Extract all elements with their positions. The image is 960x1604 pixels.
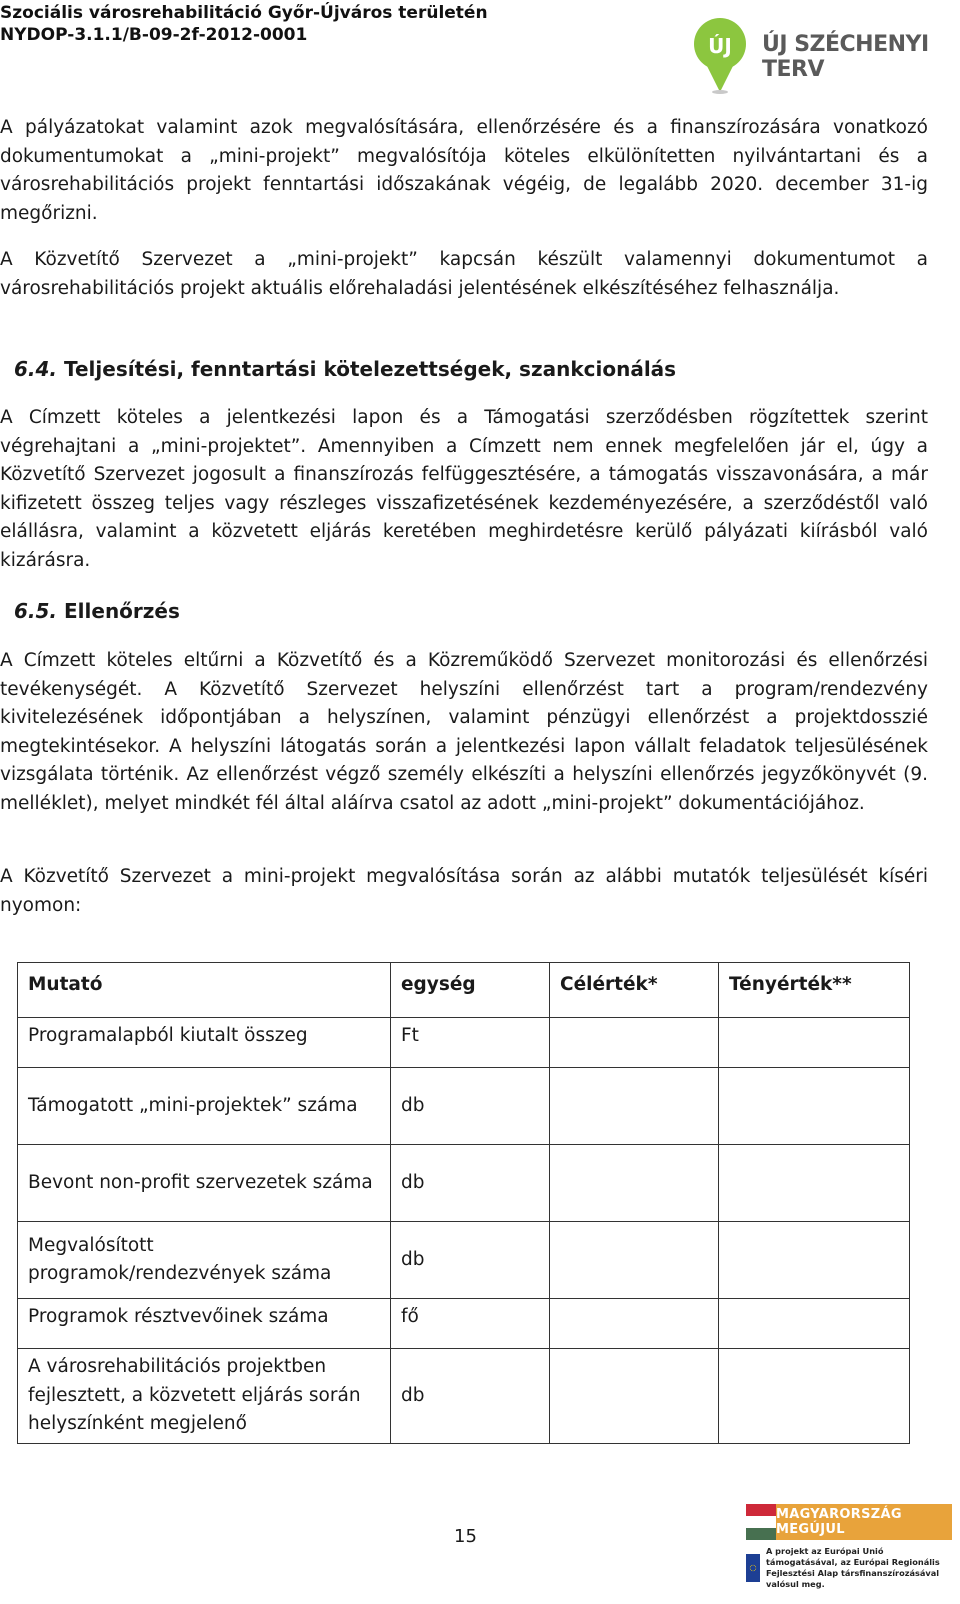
indicator-target — [550, 1145, 719, 1222]
indicator-target — [550, 1299, 719, 1349]
indicator-unit: db — [391, 1222, 550, 1299]
uj-szechenyi-terv-logo — [706, 16, 956, 96]
header-title-line1: Szociális városrehabilitáció Győr-Újváros területén — [0, 3, 488, 23]
column-header-target: Célérték* — [550, 963, 719, 1018]
column-header-unit: egység — [391, 963, 550, 1018]
indicator-actual — [719, 1299, 910, 1349]
paragraph-control: A Címzett köteles eltűrni a Közvetítő és a Közreműködő Szervezet monitorozási és ellenőrzési tevékenységét. A Közvetítő Szervezet helyszíni ellenőrzést tart a program/rendezvény kivitelezésének időpontjában a helyszínen, valamint pénzügyi ellenőrzést a projektdosszié megtekintésekor. A helyszíni látogatás során a jelentkezési lapon vállalt feladatok teljesülésének vizsgálata történik. Az ellenőrzést végző személy elkészíti a helyszíni ellenőrzés jegyzőkönyvét (9. melléklet), melyet mindkét fél által aláírva csatol az adott „mini-projekt” dokumentációjához. — [0, 650, 928, 814]
paragraph-documents-usage: A Közvetítő Szervezet a „mini-projekt” kapcsán készült valamennyi dokumentumot a városrehabilitációs projekt aktuális előrehaladási jelentésének elkészítéséhez felhasználja. — [0, 249, 928, 299]
logo-text: ÚJ SZÉCHENYI TERV — [762, 32, 929, 82]
hungarian-flag-icon — [746, 1504, 776, 1540]
uj-pin-icon — [692, 16, 748, 96]
indicator-actual — [719, 1018, 910, 1068]
indicator-actual — [719, 1349, 910, 1444]
indicator-unit: fő — [391, 1299, 550, 1349]
paragraph-documents-retention: A pályázatokat valamint azok megvalósítására, ellenőrzésére és a finanszírozására vonatkozó dokumentumokat a „mini-projekt” megvalósítója köteles elkülönítetten nyilvántartani és a városrehabilitációs projekt fenntartási időszakának végéig, de legalább 2020. december 31-ig megőrizni. — [0, 117, 928, 224]
column-header-indicator: Mutató — [18, 963, 391, 1018]
indicator-target — [550, 1068, 719, 1145]
svg-text:ÚJ: ÚJ — [708, 34, 732, 58]
indicator-target — [550, 1349, 719, 1444]
indicator-name: Támogatott „mini-projektek” száma — [18, 1068, 391, 1145]
indicator-unit: db — [391, 1145, 550, 1222]
column-header-actual: Tényérték** — [719, 963, 910, 1018]
indicator-actual — [719, 1068, 910, 1145]
section-number: 6.5. — [14, 599, 58, 623]
indicator-name: Bevont non-profit szervezetek száma — [18, 1145, 391, 1222]
eu-flag-icon — [746, 1554, 760, 1582]
section-heading-6-4 — [14, 355, 676, 383]
header-title-line2: NYDOP-3.1.1/B-09-2f-2012-0001 — [0, 25, 308, 45]
table-row — [18, 1145, 910, 1222]
indicator-name: Megvalósított programok/rendezvények száma — [18, 1222, 391, 1299]
indicators-table — [17, 962, 910, 1444]
indicator-name: Programalapból kiutalt összeg — [18, 1018, 391, 1068]
section-title: Ellenőrzés — [64, 599, 180, 623]
indicator-actual — [719, 1145, 910, 1222]
paragraph-indicators-intro: A Közvetítő Szervezet a mini-projekt megvalósítása során az alábbi mutatók teljesülését kíséri nyomon: — [0, 866, 928, 916]
indicator-target — [550, 1222, 719, 1299]
magyarorszag-megujul-logo — [746, 1504, 952, 1590]
indicator-actual — [719, 1222, 910, 1299]
page-number: 15 — [454, 1526, 477, 1547]
indicator-name: Programok résztvevőinek száma — [18, 1299, 391, 1349]
indicator-unit: db — [391, 1068, 550, 1145]
section-title: Teljesítési, fenntartási kötelezettségek, szankcionálás — [64, 357, 677, 381]
table-row — [18, 1299, 910, 1349]
indicator-name: A városrehabilitációs projektben fejlesztett, a közvetett eljárás során helyszínként megjelenő — [18, 1349, 391, 1444]
table-row — [18, 1018, 910, 1068]
eu-support-text: A projekt az Európai Unió támogatásával, az Európai Regionális Fejlesztési Alap társfinanszírozásával valósul meg. — [766, 1546, 940, 1589]
indicator-unit: Ft — [391, 1018, 550, 1068]
document-header — [0, 2, 488, 46]
table-row — [18, 1068, 910, 1145]
section-heading-6-5 — [14, 597, 180, 625]
indicator-target — [550, 1018, 719, 1068]
banner-text: MAGYARORSZÁG MEGÚJUL — [776, 1504, 952, 1540]
eu-support-notice — [746, 1546, 952, 1590]
table-row — [18, 1349, 910, 1444]
section-number: 6.4. — [14, 357, 58, 381]
table-header-row — [18, 963, 910, 1018]
indicator-unit: db — [391, 1349, 550, 1444]
table-row — [18, 1222, 910, 1299]
magyarorszag-megujul-banner — [746, 1504, 952, 1540]
paragraph-obligations: A Címzett köteles a jelentkezési lapon és a Támogatási szerződésben rögzítettek szerint végrehajtani a „mini-projektet”. Amennyiben a Címzett nem ennek megfelelően jár el, úgy a Közvetítő Szervezet jogosult a finanszírozás felfüggesztésére, a támogatás visszavonására, a már kifizetett összeg teljes vagy részleges visszafizetésének kezdeményezésére, a szerződéstől való elállásra, valamint a közvetett eljárás keretében meghirdetésre kerülő pályázati kiírásból való kizárásra. — [0, 407, 928, 571]
